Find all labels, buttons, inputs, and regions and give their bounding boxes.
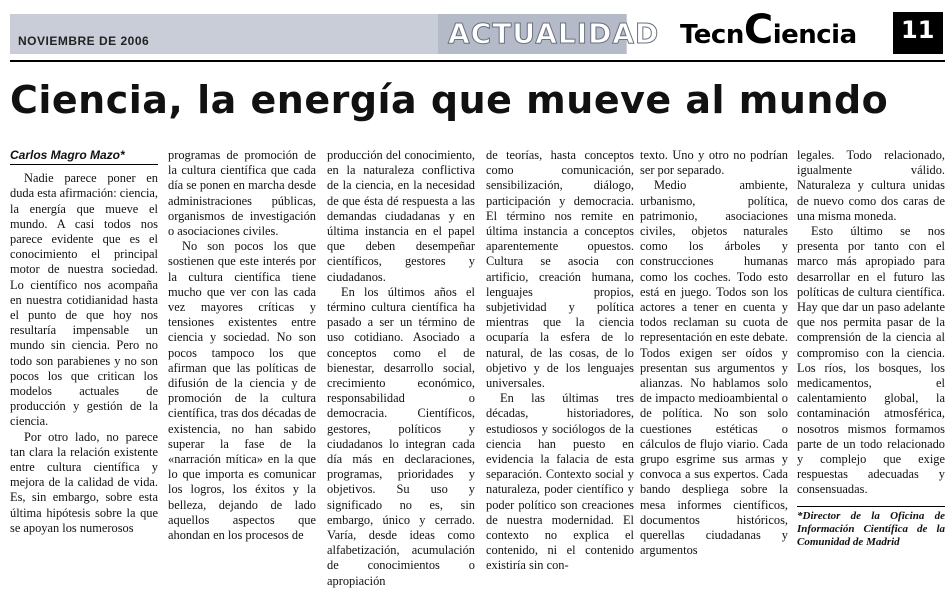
article-body [10,148,945,588]
paragraph: En los últimos años el término cultura científica ha pasado a ser un término de uso cotidiano. Asociado a conceptos como el de bienestar, desarrollo social, crecimiento económico, responsabilidad o democracia. Científicos, gestores, políticos y ciudadanos lo integran cada día más en declaraciones, programas, prioridades y objetivos. Su uso y significado no es, sin embargo, único y cerrado. Varía, desde ideas como alfabetización, acumulación de conocimientos o apropiación [327,284,475,588]
article-column-3 [327,148,475,588]
article-column-5 [640,148,788,558]
logo-part-1: Tecn [680,20,744,50]
header-rule [10,60,945,62]
paragraph: Nadie parece poner en duda esta afirmación: ciencia, la energía que mueve el mundo. A casi todos nos parece evidente que es el conocimiento el principal motor de nuestra sociedad. Lo científico nos acompaña en nuestra cotidianidad hasta el punto de que hoy nos resultaría impensable un mundo sin ciencia. Pero no todo son parabienes y no son pocos los que critican los modelos actuales de producción y gestión de la ciencia. [10,171,158,429]
paragraph: de teorías, hasta conceptos como comunicación, sensibilización, diálogo, participación y democracia. El término nos remite en última instancia a conceptos aparentemente opuestos. Cultura se asocia con artificio, creación humana, lenguajes propios, subjetividad y política mientras que la ciencia ocuparía la esfera de lo natural, de las cosas, de lo objetivo y de los lenguajes universales. [486,148,634,391]
paragraph: Por otro lado, no parece tan clara la relación existente entre cultura científica y mejora de la calidad de vida. Es, sin embargo, sobre esta última hipótesis sobre la que se apoyan los numerosos [10,429,158,535]
paragraph: Esto último se nos presenta por tanto con el marco más apropiado para desarrollar en el futuro las políticas de cultura científica. Hay que dar un paso adelante que nos permita pasar de la comprensión de la ciencia al compromiso con la ciencia. Los ríos, los bosques, los medicamentos, el calentamiento global, la contaminación atmosférica, nosotros mismos formamos parte de un todo relacionado y complejo que exige respuestas adecuadas y consensuadas. [797,224,945,497]
publication-logo [680,7,857,53]
paragraph: producción del conocimiento, en la naturaleza conflictiva de la ciencia, en la necesidad de que ésta dé respuesta a las demandas ciudadanas y en última instancia en el papel que deben desempeñar científicos, gestores y ciudadanos. [327,148,475,284]
logo-part-3: iencia [772,20,857,50]
paragraph: programas de promoción de la cultura científica que cada día se ponen en marcha desde administraciones públicas, organismos de investigación o asociaciones civiles. [168,148,316,239]
paragraph: En las últimas tres décadas, historiadores, estudiosos y sociólogos de la ciencia han puesto en evidencia la falacia de esta separación. Contexto social y naturaleza, poder científico y poder político son creaciones de nuestra modernidad. El contexto no explica el contenido, ni el contenido existiría sin con- [486,391,634,573]
paragraph: Medio ambiente, urbanismo, política, patrimonio, asociaciones civiles, objetos naturales como los árboles y construcciones humanas como los coches. Todo esto está en juego. Todos son los actores a tener en cuenta y todos reclaman su cuota de representación en este debate. Todos exigen ser oídos y presentan sus argumentos y alianzas. No hablamos solo de impacto medioambiental o de política. No son solo cuestiones estéticas o cálculos de flujo viario. Cada grupo esgrime sus armas y convoca a sus expertos. Cada bando despliega sobre la mesa informes científicos, documentos históricos, querellas ciudadanas y argumentos [640,178,788,558]
logo-part-2: C [743,7,773,53]
article-column-1 [10,148,158,535]
article-headline: Ciencia, la energía que mueve al mundo [10,78,889,122]
article-column-2 [168,148,316,543]
byline: Carlos Magro Mazo* [10,148,158,165]
article-column-4 [486,148,634,573]
paragraph: No son pocos los que sostienen que este interés por la cultura científica tiene mucho que ver con las cada vez mayores críticas y tensiones existentes entre ciencia y sociedad. No son pocos tampoco los que afirman que las políticas de difusión de la ciencia y de promoción de la cultura científica, tras dos décadas de existencia, no han sabido superar la fase de la «narración mítica» en la que lo que importa es comunicar los logros, los éxitos y la belleza, dejando de lado aquellos aspectos que ahondan en los procesos de [168,239,316,543]
page-header [0,0,950,70]
section-title: ACTUALIDAD [448,17,660,50]
paragraph: texto. Uno y otro no podrían ser por separado. [640,148,788,178]
issue-date: NOVIEMBRE DE 2006 [18,34,150,48]
page-number: 11 [901,16,935,44]
article-column-6 [797,148,945,548]
paragraph: legales. Todo relacionado, igualmente válido. Naturaleza y cultura unidas de nuevo como dos caras de una misma moneda. [797,148,945,223]
author-footnote: *Director de la Oficina de Información Científica de la Comunidad de Madrid [797,506,945,549]
